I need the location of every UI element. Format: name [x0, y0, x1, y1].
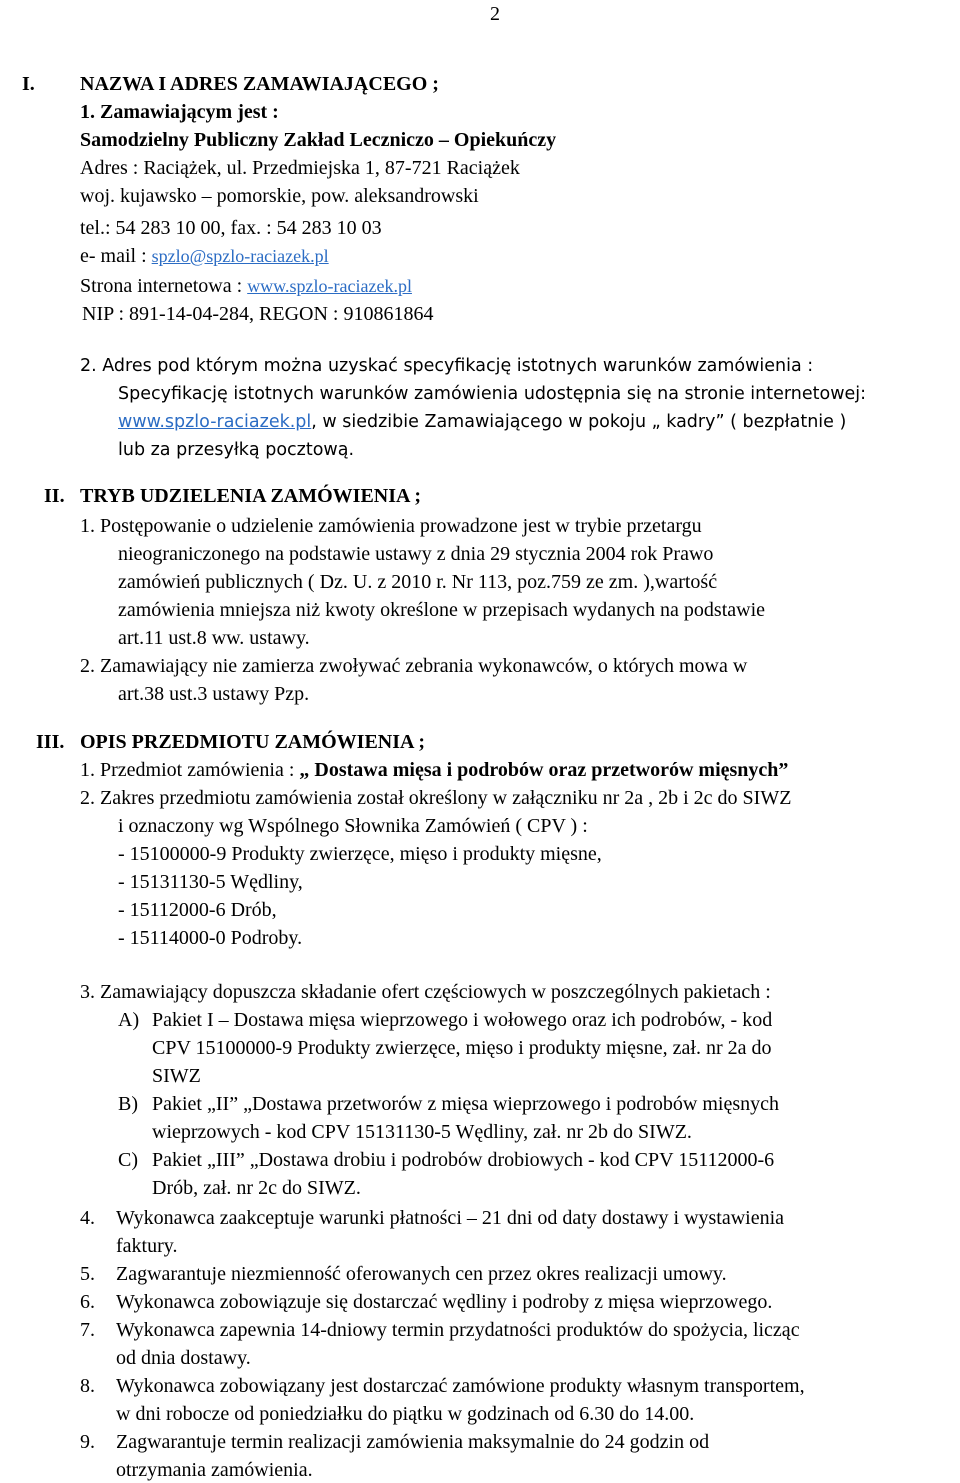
package-c-line-2: Drób, zał. nr 2c do SIWZ. — [152, 1177, 361, 1199]
item-7-line-1: Wykonawca zapewnia 14-dniowy termin przydatności produktów do spożycia, licząc — [116, 1319, 800, 1341]
package-a-line-3: SIWZ — [152, 1065, 201, 1087]
procedure-line-5: art.11 ust.8 ww. ustawy. — [118, 627, 310, 649]
website-label: Strona internetowa : — [80, 275, 248, 297]
item-4-line-1: Wykonawca zaakceptuje warunki płatności – 21 dni od daty dostawy i wystawienia — [116, 1207, 785, 1229]
meeting-line-1: 2. Zamawiający nie zamierza zwoływać zebrania wykonawców, o których mowa w — [80, 655, 748, 677]
section-1-numeral: I. — [22, 73, 35, 95]
item-7-number: 7. — [80, 1319, 95, 1341]
item-5-line-1: Zagwarantuje niezmienność oferowanych cen przez okres realizacji umowy. — [116, 1263, 727, 1285]
address-line: Adres : Raciążek, ul. Przedmiejska 1, 87-721 Raciążek — [80, 157, 520, 179]
partial-offers-line: 3. Zamawiający dopuszcza składanie ofert częściowych w poszczególnych pakietach : — [80, 981, 771, 1003]
item-5-number: 5. — [80, 1263, 95, 1285]
spec-availability-line: Specyfikację istotnych warunków zamówienia udostępnia się na stronie internetowej: — [118, 384, 867, 404]
cpv-item-3: - 15112000-6 Drób, — [118, 899, 277, 921]
section-2-numeral: II. — [44, 485, 65, 507]
item-4-number: 4. — [80, 1207, 95, 1229]
section-3-numeral: III. — [36, 731, 65, 753]
package-c-line-1: Pakiet „III” „Dostawa drobiu i podrobów drobiowych - kod CPV 15112000-6 — [152, 1149, 775, 1171]
procedure-line-3: zamówień publicznych ( Dz. U. z 2010 r. Nr 113, poz.759 ze zm. ),wartość — [118, 571, 718, 593]
item-8-line-1: Wykonawca zobowiązany jest dostarczać zamówione produkty własnym transportem, — [116, 1375, 805, 1397]
cpv-item-4: - 15114000-0 Podroby. — [118, 927, 303, 949]
procedure-line-2: nieograniczonego na podstawie ustawy z dnia 29 stycznia 2004 rok Prawo — [118, 543, 714, 565]
item-8-line-2: w dni robocze od poniedziałku do piątku w godzinach od 6.30 do 14.00. — [116, 1403, 695, 1425]
nip-regon-line: NIP : 891-14-04-284, REGON : 910861864 — [82, 303, 434, 325]
item-7-line-2: od dnia dostawy. — [116, 1347, 251, 1369]
subject-line — [80, 758, 788, 782]
item-8-number: 8. — [80, 1375, 95, 1397]
package-b-letter: B) — [118, 1093, 138, 1115]
spec-address-heading: 2. Adres pod którym można uzyskać specyfikację istotnych warunków zamówienia : — [80, 356, 814, 376]
spec-location-line — [118, 410, 846, 434]
cpv-item-1: - 15100000-9 Produkty zwierzęce, mięso i produkty mięsne, — [118, 843, 602, 865]
procedure-line-4: zamówienia mniejsza niż kwoty określone w przepisach wydanych na podstawie — [118, 599, 766, 621]
item-4-line-2: faktury. — [116, 1235, 178, 1257]
email-link[interactable]: spzlo@spzlo-raciazek.pl — [151, 246, 329, 266]
item-9-number: 9. — [80, 1431, 95, 1453]
section-2-heading: TRYB UDZIELENIA ZAMÓWIENIA ; — [80, 485, 422, 507]
package-a-letter: A) — [118, 1009, 140, 1031]
region-line: woj. kujawsko – pomorskie, pow. aleksandrowski — [80, 185, 479, 207]
phone-fax-line: tel.: 54 283 10 00, fax. : 54 283 10 03 — [80, 217, 382, 239]
meeting-line-2: art.38 ust.3 ustawy Pzp. — [118, 683, 310, 705]
subject-value: „ Dostawa mięsa i podrobów oraz przetworów mięsnych” — [299, 759, 789, 781]
item-9-line-2: otrzymania zamówienia. — [116, 1459, 313, 1481]
procedure-line-1: 1. Postępowanie o udzielenie zamówienia prowadzone jest w trybie przetargu — [80, 515, 702, 537]
contracting-authority-label: 1. Zamawiającym jest : — [80, 101, 279, 123]
package-c-letter: C) — [118, 1149, 138, 1171]
package-a-line-2: CPV 15100000-9 Produkty zwierzęce, mięso i produkty mięsne, zał. nr 2a do — [152, 1037, 772, 1059]
section-3-heading: OPIS PRZEDMIOTU ZAMÓWIENIA ; — [80, 731, 426, 753]
page-number: 2 — [490, 3, 500, 25]
website-line — [80, 274, 412, 298]
organization-name: Samodzielny Publiczny Zakład Leczniczo – Opiekuńczy — [80, 129, 557, 151]
spec-website-link[interactable]: www.spzlo-raciazek.pl — [118, 412, 312, 432]
item-6-line-1: Wykonawca zobowiązuje się dostarczać wędliny i podroby z mięsa wieprzowego. — [116, 1291, 773, 1313]
website-link[interactable]: www.spzlo-raciazek.pl — [247, 276, 412, 296]
email-label: e- mail : — [80, 245, 152, 267]
package-b-line-1: Pakiet „II” „Dostawa przetworów z mięsa wieprzowego i podrobów mięsnych — [152, 1093, 780, 1115]
scope-line-2: i oznaczony wg Wspólnego Słownika Zamówień ( CPV ) : — [118, 815, 588, 837]
item-9-line-1: Zagwarantuje termin realizacji zamówienia maksymalnie do 24 godzin od — [116, 1431, 710, 1453]
item-6-number: 6. — [80, 1291, 95, 1313]
spec-location-text: , w siedzibie Zamawiającego w pokoju „ kadry” ( bezpłatnie ) — [311, 412, 847, 432]
section-1-heading: NAZWA I ADRES ZAMAWIAJĄCEGO ; — [80, 73, 439, 95]
package-b-line-2: wieprzowych - kod CPV 15131130-5 Wędliny, zał. nr 2b do SIWZ. — [152, 1121, 692, 1143]
cpv-item-2: - 15131130-5 Wędliny, — [118, 871, 303, 893]
package-a-line-1: Pakiet I – Dostawa mięsa wieprzowego i wołowego oraz ich podrobów, - kod — [152, 1009, 773, 1031]
email-line — [80, 244, 329, 268]
subject-label: 1. Przedmiot zamówienia : — [80, 759, 300, 781]
scope-line-1: 2. Zakres przedmiotu zamówienia został określony w załączniku nr 2a , 2b i 2c do SIWZ — [80, 787, 792, 809]
spec-mail-line: lub za przesyłką pocztową. — [118, 440, 355, 460]
